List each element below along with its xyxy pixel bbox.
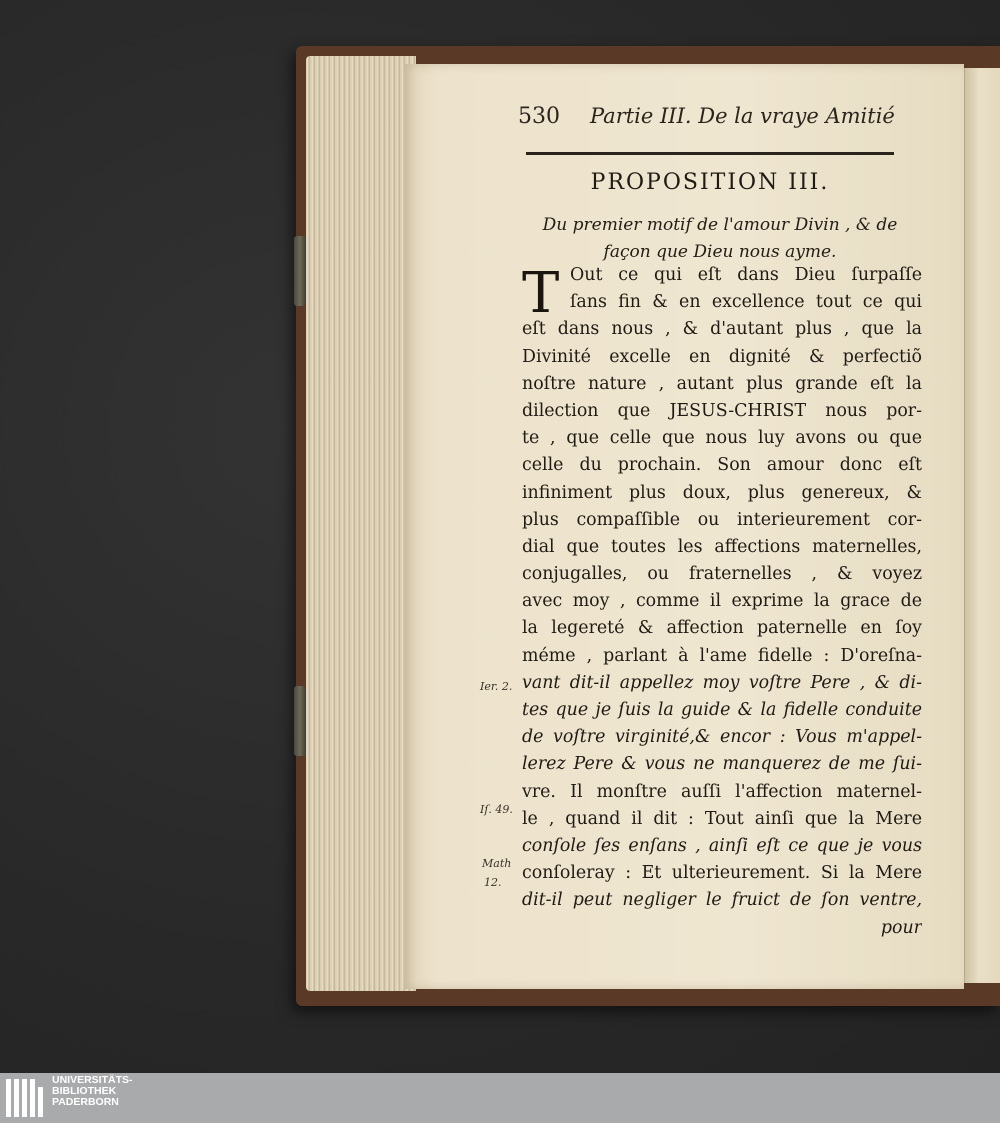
text-line: de voſtre virginité,& encor : Vous m'appel- xyxy=(522,727,922,748)
subtitle xyxy=(515,212,925,266)
text-line: Divinité excelle en dignité & perfectiõ xyxy=(522,346,922,367)
text-line: dit-il peut negliger le fruict de ſon ventre, xyxy=(522,890,922,911)
margin-note: Math xyxy=(482,857,512,870)
text-line: noſtre nature , autant plus grande eſt la xyxy=(522,373,922,394)
text-line: ſans fin & en excellence tout ce qui xyxy=(570,292,922,313)
text-line: eſt dans nous , & d'autant plus , que la xyxy=(522,319,922,340)
text-line: plus compaſſible ou interieurement cor- xyxy=(522,509,922,530)
proposition-title: PROPOSITION III. xyxy=(590,170,830,195)
header-rule xyxy=(526,152,894,155)
text-line: vant dit-il appellez moy voſtre Pere , & di- xyxy=(522,672,922,693)
text-line: conſole ſes enſans , ainſi eſt ce que je vous xyxy=(522,835,922,856)
running-title: Partie III. De la vraye Amitié xyxy=(590,104,895,128)
text-line: celle du prochain. Son amour donc eſt xyxy=(522,455,922,476)
library-footer xyxy=(0,1073,1000,1123)
drop-cap: T xyxy=(522,261,560,326)
body-text xyxy=(522,262,922,942)
library-logo-icon xyxy=(4,1077,46,1119)
library-name-line: PADERBORN xyxy=(52,1096,119,1108)
library-name-line: BIBLIOTHEK xyxy=(52,1085,117,1097)
text-line: le , quand il dit : Tout ainſi que la Mere xyxy=(522,808,922,829)
catchword: pour xyxy=(880,917,922,938)
subtitle-line: façon que Dieu nous ayme. xyxy=(603,242,837,262)
text-line: vre. Il monſtre auſſi l'affection maternel- xyxy=(522,781,922,802)
text-line: te , que celle que nous luy avons ou que xyxy=(522,428,922,449)
text-line: conjugalles, ou fraternelles , & voyez xyxy=(522,564,922,585)
margin-note: Iſ. 49. xyxy=(480,803,513,816)
library-name xyxy=(52,1075,133,1108)
text-line: la legereté & affection paternelle en ſoy xyxy=(522,618,922,639)
text-line: dial que toutes les affections maternelles, xyxy=(522,536,922,557)
page-edges xyxy=(306,56,416,991)
clasp-top xyxy=(294,236,306,306)
text-line: Out ce qui eſt dans Dieu ſurpaſſe xyxy=(570,265,922,285)
margin-note: Ier. 2. xyxy=(480,680,513,693)
text-line: dilection que JESUS-CHRIST nous por- xyxy=(522,400,922,421)
text-line: tes que je ſuis la guide & la fidelle conduite xyxy=(522,700,922,720)
text-line: lerez Pere & vous ne manquerez de me ſui- xyxy=(522,754,922,775)
text-line: avec moy , comme il exprime la grace de xyxy=(522,591,922,612)
text-line: infiniment plus doux, plus genereux, & xyxy=(522,482,922,503)
margin-note: 12. xyxy=(484,876,502,889)
subtitle-line: Du premier motif de l'amour Divin , & de xyxy=(542,215,898,235)
text-line: méme , parlant à l'ame fidelle : D'oreſna- xyxy=(522,645,922,666)
library-name-line: UNIVERSITÄTS- xyxy=(52,1074,133,1086)
facing-page-edge xyxy=(964,68,1000,983)
text-line: conſoleray : Et ulterieurement. Si la Mere xyxy=(522,863,922,884)
page-header xyxy=(518,100,898,136)
page-number: 530 xyxy=(518,104,560,129)
clasp-bottom xyxy=(294,686,306,756)
